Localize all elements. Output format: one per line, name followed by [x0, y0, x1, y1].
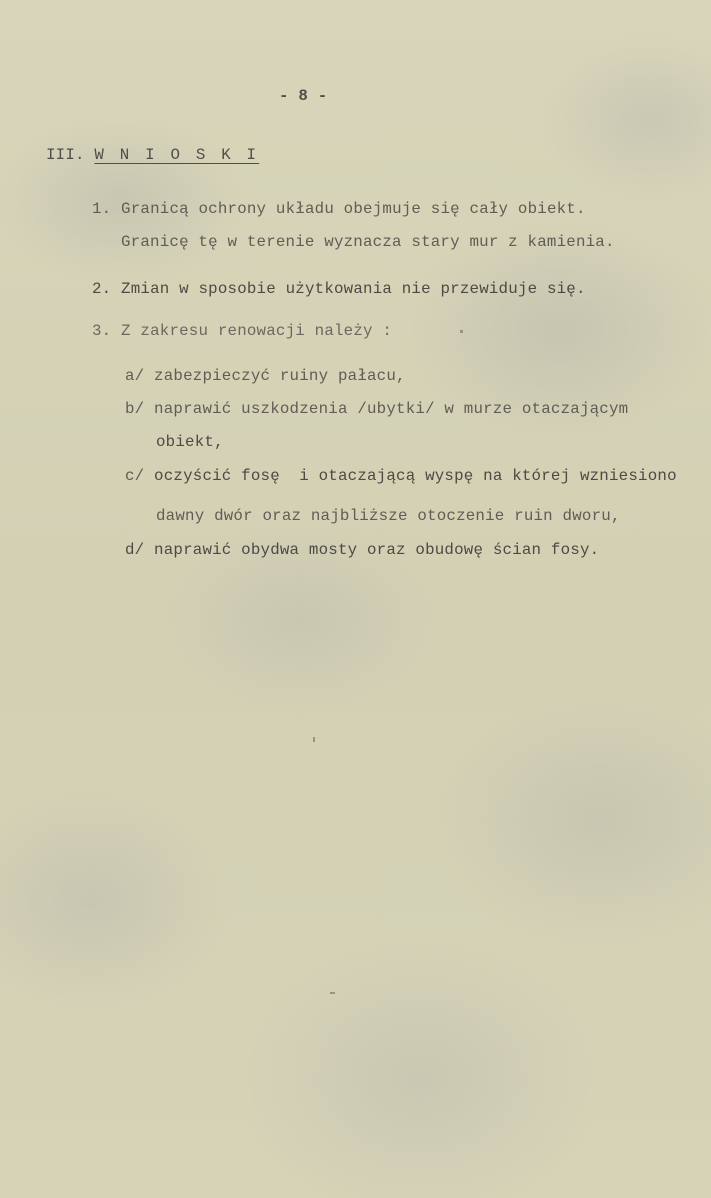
subitem-a	[125, 366, 406, 386]
item-3	[92, 321, 392, 341]
item-3-number: 3.	[92, 322, 112, 340]
page-number: - 8 -	[279, 87, 328, 105]
item-2-line-1: Zmian w sposobie użytkowania nie przewiduje się.	[121, 280, 586, 298]
section-heading	[46, 145, 259, 165]
section-title: W N I O S K I	[94, 146, 260, 164]
item-2	[92, 279, 586, 299]
subitem-b-text: naprawić uszkodzenia /ubytki/ w murze otaczającym	[154, 400, 629, 418]
subitem-d-label: d/	[125, 541, 145, 559]
subitem-d	[125, 540, 599, 560]
item-2-number: 2.	[92, 280, 112, 298]
subitem-b	[125, 399, 628, 419]
subitem-a-label: a/	[125, 367, 145, 385]
subitem-b-label: b/	[125, 400, 145, 418]
item-1	[92, 199, 586, 219]
subitem-b-line-2: obiekt,	[156, 433, 224, 451]
item-1-line-2: Granicę tę w terenie wyznacza stary mur z kamienia.	[121, 233, 615, 251]
subitem-a-text: zabezpieczyć ruiny pałacu,	[154, 367, 406, 385]
item-1-line-1: Granicą ochrony układu obejmuje się cały obiekt.	[121, 200, 586, 218]
subitem-d-text: naprawić obydwa mosty oraz obudowę ścian fosy.	[154, 541, 600, 559]
paper-speck	[313, 737, 315, 742]
section-numeral: III.	[46, 146, 85, 164]
item-1-number: 1.	[92, 200, 112, 218]
paper-speck	[460, 330, 463, 333]
subitem-c-line-2: dawny dwór oraz najbliższe otoczenie ruin dworu,	[156, 507, 621, 525]
paper-speck	[330, 992, 335, 994]
item-3-line-1: Z zakresu renowacji należy :	[121, 322, 393, 340]
subitem-c	[125, 466, 677, 486]
subitem-c-label: c/	[125, 467, 145, 485]
subitem-c-text: oczyścić fosę i otaczającą wyspę na której wzniesiono	[154, 467, 677, 485]
